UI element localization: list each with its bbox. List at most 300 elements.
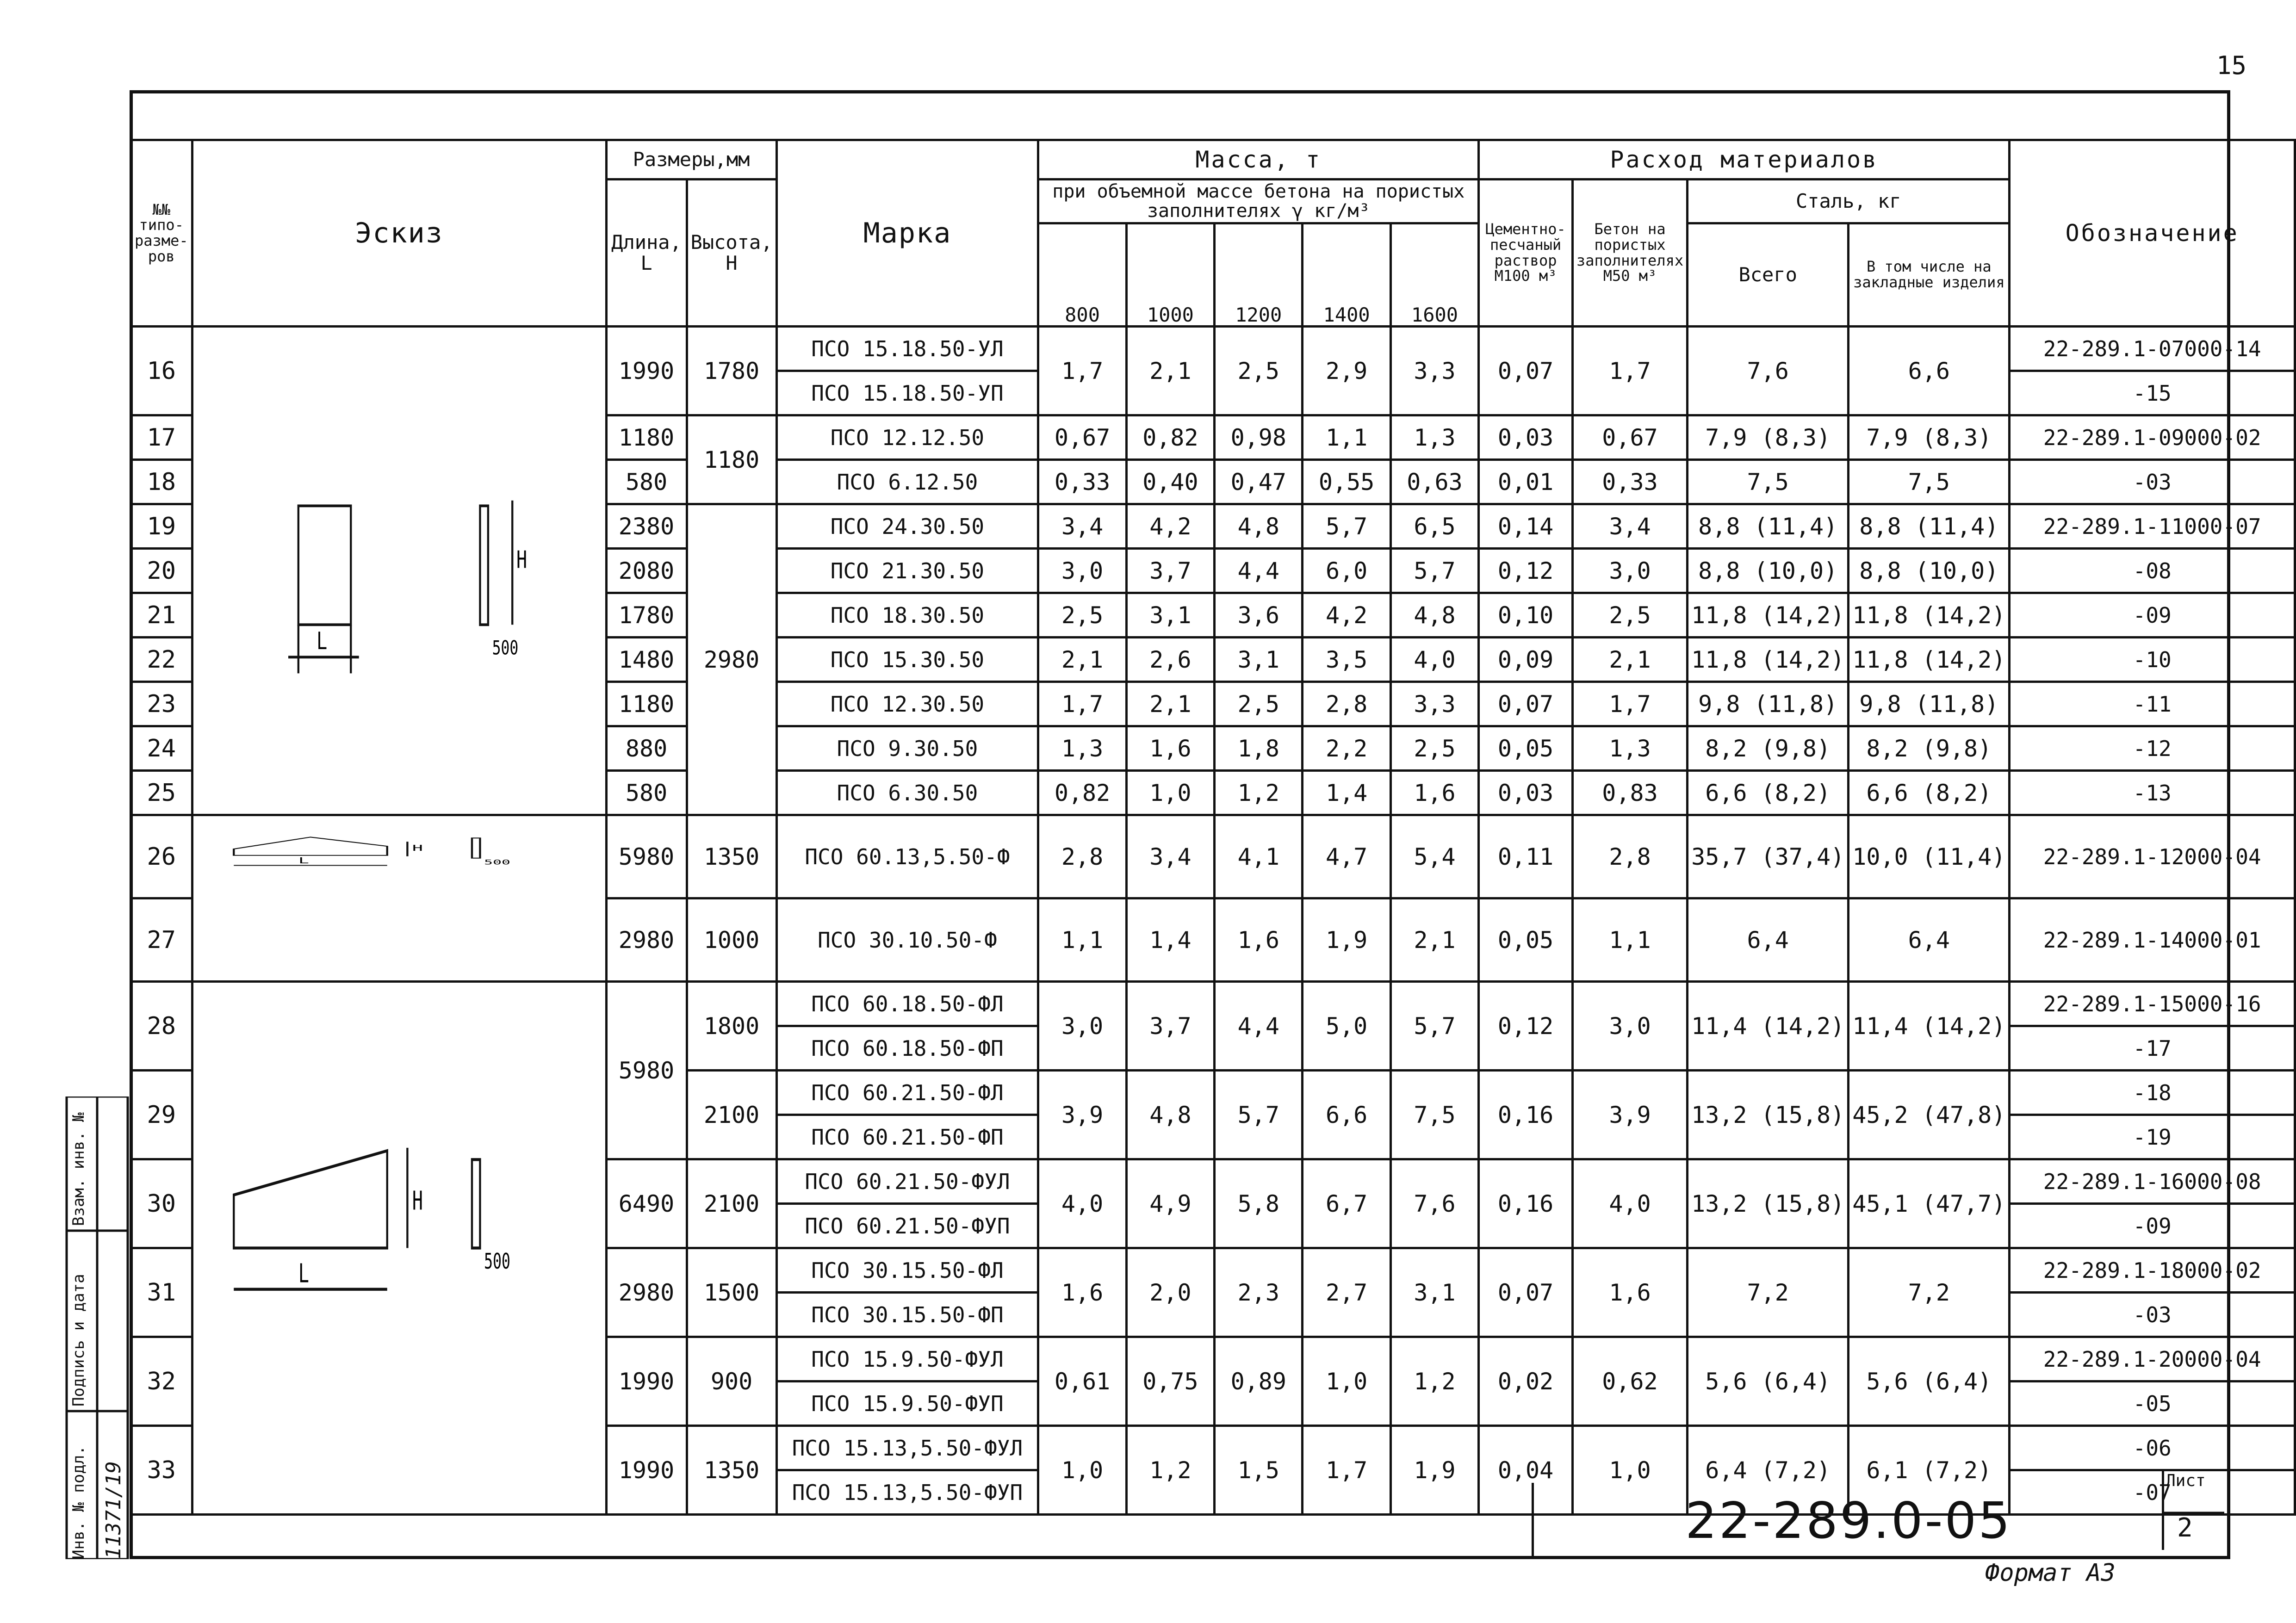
- header-density-1400: 1400: [1303, 223, 1390, 327]
- mass-cell: 2,5: [1215, 327, 1303, 415]
- row-number: 27: [131, 898, 192, 982]
- steel-total-cell: 8,2 (9,8): [1688, 726, 1849, 771]
- table-row: [131, 327, 2295, 371]
- mass-cell: 4,8: [1390, 593, 1478, 638]
- mass-cell: 3,1: [1126, 593, 1214, 638]
- mass-cell: 1,9: [1303, 898, 1390, 982]
- mark-cell: ПСО 21.30.50: [776, 549, 1038, 593]
- mass-cell: 2,5: [1215, 682, 1303, 726]
- designation-cell: -11: [2010, 682, 2295, 726]
- mark-cell: ПСО 60.18.50-ФП: [776, 1026, 1038, 1071]
- mark-cell: ПСО 60.21.50-ФП: [776, 1115, 1038, 1159]
- mortar-cell: 0,07: [1479, 1248, 1573, 1337]
- mass-cell: 1,0: [1038, 1426, 1126, 1515]
- header-concrete: Бетон на пористых заполнителях М50 м³: [1572, 180, 1687, 327]
- steel-total-cell: 7,2: [1688, 1248, 1849, 1337]
- header-mark: Марка: [776, 140, 1038, 327]
- header-density-1600: 1600: [1390, 223, 1478, 327]
- row-number: 31: [131, 1248, 192, 1337]
- mass-cell: 1,5: [1215, 1426, 1303, 1515]
- header-steel-total: Всего: [1688, 223, 1849, 327]
- row-number: 30: [131, 1159, 192, 1248]
- mass-cell: 6,6: [1303, 1071, 1390, 1159]
- length-cell: 5980: [606, 815, 687, 898]
- row-number: 28: [131, 982, 192, 1071]
- mass-cell: 1,6: [1038, 1248, 1126, 1337]
- steel-total-cell: 11,8 (14,2): [1688, 638, 1849, 682]
- length-cell: 5980: [606, 982, 687, 1159]
- height-cell: 1500: [687, 1248, 776, 1337]
- mortar-cell: 0,09: [1479, 638, 1573, 682]
- height-cell: 1800: [687, 982, 776, 1071]
- mass-cell: 1,3: [1390, 415, 1478, 460]
- mark-cell: ПСО 12.30.50: [776, 682, 1038, 726]
- length-cell: 1480: [606, 638, 687, 682]
- mortar-cell: 0,16: [1479, 1071, 1573, 1159]
- mass-cell: 1,4: [1126, 898, 1214, 982]
- mass-cell: 1,3: [1038, 726, 1126, 771]
- steel-total-cell: 7,6: [1688, 327, 1849, 415]
- concrete-cell: 3,4: [1572, 504, 1687, 549]
- height-cell: 2100: [687, 1071, 776, 1159]
- mark-cell: ПСО 60.13,5.50-Ф: [776, 815, 1038, 898]
- mass-cell: 3,0: [1038, 982, 1126, 1071]
- steel-total-cell: 7,5: [1688, 460, 1849, 504]
- length-cell: 1180: [606, 682, 687, 726]
- mortar-cell: 0,05: [1479, 898, 1573, 982]
- steel-total-cell: 8,8 (10,0): [1688, 549, 1849, 593]
- mass-cell: 1,2: [1126, 1426, 1214, 1515]
- concrete-cell: 1,7: [1572, 682, 1687, 726]
- mass-cell: 3,4: [1126, 815, 1214, 898]
- specification-table: [130, 139, 2296, 1516]
- mark-cell: ПСО 60.21.50-ФУП: [776, 1204, 1038, 1248]
- length-cell: 1180: [606, 415, 687, 460]
- mass-cell: 3,5: [1303, 638, 1390, 682]
- row-number: 29: [131, 1071, 192, 1159]
- mass-cell: 4,8: [1126, 1071, 1214, 1159]
- label-L: L: [298, 856, 309, 866]
- steel-total-cell: 5,6 (6,4): [1688, 1337, 1849, 1426]
- steel-embedded-cell: 8,8 (11,4): [1849, 504, 2010, 549]
- mass-cell: 4,4: [1215, 549, 1303, 593]
- designation-cell: -18: [2010, 1071, 2295, 1115]
- mass-cell: 1,6: [1390, 771, 1478, 815]
- mass-cell: 2,1: [1390, 898, 1478, 982]
- mass-cell: 2,5: [1390, 726, 1478, 771]
- mass-cell: 1,1: [1038, 898, 1126, 982]
- steel-embedded-cell: 11,8 (14,2): [1849, 593, 2010, 638]
- designation-cell: 22-289.1-15000-16: [2010, 982, 2295, 1026]
- height-cell: 2980: [687, 504, 776, 815]
- mortar-cell: 0,04: [1479, 1426, 1573, 1515]
- steel-total-cell: 13,2 (15,8): [1688, 1071, 1849, 1159]
- header-steel-embedded: В том числе на закладные изделия: [1849, 223, 2010, 327]
- mass-cell: 1,9: [1390, 1426, 1478, 1515]
- designation-cell: -09: [2010, 1204, 2295, 1248]
- row-number: 16: [131, 327, 192, 415]
- mass-cell: 5,7: [1390, 982, 1478, 1071]
- concrete-cell: 1,7: [1572, 327, 1687, 415]
- mass-cell: 4,8: [1215, 504, 1303, 549]
- length-cell: 580: [606, 771, 687, 815]
- document-code: 22-289.0-05: [1685, 1492, 2012, 1550]
- steel-embedded-cell: 7,5: [1849, 460, 2010, 504]
- mass-cell: 3,0: [1038, 549, 1126, 593]
- mass-cell: 3,3: [1390, 327, 1478, 415]
- mark-cell: ПСО 60.21.50-ФЛ: [776, 1071, 1038, 1115]
- mass-cell: 1,1: [1303, 415, 1390, 460]
- mark-cell: ПСО 18.30.50: [776, 593, 1038, 638]
- panel-front: [298, 506, 350, 625]
- sketch-panel: [192, 327, 606, 815]
- length-cell: 2980: [606, 898, 687, 982]
- sheet-label: Лист: [2166, 1471, 2206, 1490]
- label-500: 500: [484, 858, 510, 867]
- length-cell: 1990: [606, 1426, 687, 1515]
- steel-embedded-cell: 11,4 (14,2): [1849, 982, 2010, 1071]
- header-dims: Размеры,мм: [606, 140, 776, 180]
- mark-cell: ПСО 24.30.50: [776, 504, 1038, 549]
- steel-embedded-cell: 6,1 (7,2): [1849, 1426, 2010, 1515]
- mass-cell: 1,2: [1390, 1337, 1478, 1426]
- mark-cell: ПСО 6.30.50: [776, 771, 1038, 815]
- row-number: 17: [131, 415, 192, 460]
- concrete-cell: 0,67: [1572, 415, 1687, 460]
- header-density-1000: 1000: [1126, 223, 1214, 327]
- mark-cell: ПСО 15.13,5.50-ФУП: [776, 1470, 1038, 1515]
- length-cell: 1780: [606, 593, 687, 638]
- mortar-cell: 0,14: [1479, 504, 1573, 549]
- row-number: 32: [131, 1337, 192, 1426]
- mass-cell: 1,7: [1038, 682, 1126, 726]
- row-number: 18: [131, 460, 192, 504]
- steel-embedded-cell: 45,1 (47,7): [1849, 1159, 2010, 1248]
- mark-cell: ПСО 6.12.50: [776, 460, 1038, 504]
- concrete-cell: 0,62: [1572, 1337, 1687, 1426]
- mass-cell: 3,3: [1390, 682, 1478, 726]
- mass-cell: 1,2: [1215, 771, 1303, 815]
- length-cell: 580: [606, 460, 687, 504]
- row-number: 25: [131, 771, 192, 815]
- mass-cell: 0,82: [1126, 415, 1214, 460]
- mass-cell: 2,1: [1038, 638, 1126, 682]
- steel-total-cell: 6,6 (8,2): [1688, 771, 1849, 815]
- row-number: 20: [131, 549, 192, 593]
- height-cell: 1000: [687, 898, 776, 982]
- designation-cell: 22-289.1-12000-04: [2010, 815, 2295, 898]
- designation-cell: -12: [2010, 726, 2295, 771]
- mass-cell: 0,47: [1215, 460, 1303, 504]
- mass-cell: 3,7: [1126, 549, 1214, 593]
- length-cell: 1990: [606, 1337, 687, 1426]
- mass-cell: 7,5: [1390, 1071, 1478, 1159]
- panel-front: [234, 837, 387, 855]
- mass-cell: 0,40: [1126, 460, 1214, 504]
- stamp-sign-label: Подпись и дата: [69, 1274, 88, 1406]
- steel-embedded-cell: 6,6: [1849, 327, 2010, 415]
- mark-cell: ПСО 30.15.50-ФЛ: [776, 1248, 1038, 1293]
- mass-cell: 5,4: [1390, 815, 1478, 898]
- mark-cell: ПСО 30.15.50-ФП: [776, 1293, 1038, 1337]
- mass-cell: 3,7: [1126, 982, 1214, 1071]
- mortar-cell: 0,05: [1479, 726, 1573, 771]
- label-L: L: [316, 627, 327, 655]
- mass-cell: 4,9: [1126, 1159, 1214, 1248]
- mass-cell: 3,4: [1038, 504, 1126, 549]
- row-number: 19: [131, 504, 192, 549]
- mark-cell: ПСО 15.30.50: [776, 638, 1038, 682]
- steel-embedded-cell: 5,6 (6,4): [1849, 1337, 2010, 1426]
- panel-side: [480, 506, 488, 625]
- designation-cell: 22-289.1-16000-08: [2010, 1159, 2295, 1204]
- label-500: 500: [484, 1250, 510, 1274]
- row-number: 26: [131, 815, 192, 898]
- mass-cell: 0,98: [1215, 415, 1303, 460]
- height-cell: 2100: [687, 1159, 776, 1248]
- mass-cell: 2,9: [1303, 327, 1390, 415]
- mass-cell: 2,5: [1038, 593, 1126, 638]
- steel-embedded-cell: 45,2 (47,8): [1849, 1071, 2010, 1159]
- table-row: [131, 982, 2295, 1026]
- panel-front: [234, 1151, 387, 1248]
- mass-cell: 2,8: [1038, 815, 1126, 898]
- concrete-cell: 1,0: [1572, 1426, 1687, 1515]
- mortar-cell: 0,01: [1479, 460, 1573, 504]
- mass-cell: 1,4: [1303, 771, 1390, 815]
- designation-cell: 22-289.1-11000-07: [2010, 504, 2295, 549]
- mass-cell: 1,0: [1126, 771, 1214, 815]
- mass-cell: 4,4: [1215, 982, 1303, 1071]
- mortar-cell: 0,11: [1479, 815, 1573, 898]
- mass-cell: 4,1: [1215, 815, 1303, 898]
- mark-cell: ПСО 9.30.50: [776, 726, 1038, 771]
- concrete-cell: 1,1: [1572, 898, 1687, 982]
- mass-cell: 6,5: [1390, 504, 1478, 549]
- steel-total-cell: 8,8 (11,4): [1688, 504, 1849, 549]
- mortar-cell: 0,07: [1479, 327, 1573, 415]
- header-density-800: 800: [1038, 223, 1126, 327]
- header-sketch: Эскиз: [192, 140, 606, 327]
- mass-cell: 3,9: [1038, 1071, 1126, 1159]
- designation-cell: -03: [2010, 460, 2295, 504]
- mass-cell: 0,63: [1390, 460, 1478, 504]
- designation-cell: 22-289.1-20000-04: [2010, 1337, 2295, 1381]
- mass-cell: 1,6: [1215, 898, 1303, 982]
- table-row: [131, 815, 2295, 898]
- mass-cell: 2,8: [1303, 682, 1390, 726]
- designation-cell: 22-289.1-09000-02: [2010, 415, 2295, 460]
- concrete-cell: 1,6: [1572, 1248, 1687, 1337]
- height-cell: 900: [687, 1337, 776, 1426]
- mass-cell: 0,89: [1215, 1337, 1303, 1426]
- steel-total-cell: 7,9 (8,3): [1688, 415, 1849, 460]
- sketch-slope: [192, 982, 606, 1515]
- mark-cell: ПСО 30.10.50-Ф: [776, 898, 1038, 982]
- length-cell: 880: [606, 726, 687, 771]
- mass-cell: 2,7: [1303, 1248, 1390, 1337]
- header-steel: Сталь, кг: [1688, 180, 2010, 223]
- mass-cell: 5,8: [1215, 1159, 1303, 1248]
- mass-cell: 4,0: [1038, 1159, 1126, 1248]
- mass-cell: 3,6: [1215, 593, 1303, 638]
- steel-total-cell: 11,4 (14,2): [1688, 982, 1849, 1071]
- header-length: Длина, L: [606, 180, 687, 327]
- steel-total-cell: 35,7 (37,4): [1688, 815, 1849, 898]
- mortar-cell: 0,10: [1479, 593, 1573, 638]
- page-number: 15: [2216, 51, 2247, 80]
- sketch-drawing: [193, 816, 605, 980]
- steel-total-cell: 13,2 (15,8): [1688, 1159, 1849, 1248]
- length-cell: 2080: [606, 549, 687, 593]
- designation-cell: -19: [2010, 1115, 2295, 1159]
- length-cell: 2380: [606, 504, 687, 549]
- length-cell: 6490: [606, 1159, 687, 1248]
- header-mass-sub: при объемной массе бетона на пористых заполнителях γ кг/м³: [1038, 180, 1479, 223]
- mass-cell: 0,82: [1038, 771, 1126, 815]
- designation-cell: 22-289.1-18000-02: [2010, 1248, 2295, 1293]
- steel-embedded-cell: 6,4: [1849, 898, 2010, 982]
- mass-cell: 0,33: [1038, 460, 1126, 504]
- height-cell: 1780: [687, 327, 776, 415]
- mass-cell: 2,1: [1126, 682, 1214, 726]
- mass-cell: 0,75: [1126, 1337, 1214, 1426]
- concrete-cell: 0,33: [1572, 460, 1687, 504]
- steel-total-cell: 6,4: [1688, 898, 1849, 982]
- mass-cell: 5,7: [1303, 504, 1390, 549]
- designation-cell: -03: [2010, 1293, 2295, 1337]
- designation-cell: 22-289.1-14000-01: [2010, 898, 2295, 982]
- sketch-drawing: [193, 328, 605, 814]
- mass-cell: 6,7: [1303, 1159, 1390, 1248]
- panel-side: [472, 838, 480, 858]
- sketch-drawing: [193, 983, 605, 1513]
- header-mass: Масса, т: [1038, 140, 1479, 180]
- concrete-cell: 2,1: [1572, 638, 1687, 682]
- mark-cell: ПСО 15.18.50-УП: [776, 371, 1038, 415]
- label-H: H: [412, 1186, 423, 1216]
- mark-cell: ПСО 12.12.50: [776, 415, 1038, 460]
- mark-cell: ПСО 60.18.50-ФЛ: [776, 982, 1038, 1026]
- steel-embedded-cell: 6,6 (8,2): [1849, 771, 2010, 815]
- steel-total-cell: 11,8 (14,2): [1688, 593, 1849, 638]
- mass-cell: 1,7: [1038, 327, 1126, 415]
- mass-cell: 1,7: [1303, 1426, 1390, 1515]
- mass-cell: 5,7: [1215, 1071, 1303, 1159]
- mark-cell: ПСО 15.13,5.50-ФУЛ: [776, 1426, 1038, 1470]
- header-num: №№ типо-разме-ров: [131, 140, 192, 327]
- designation-cell: -13: [2010, 771, 2295, 815]
- steel-embedded-cell: 10,0 (11,4): [1849, 815, 2010, 898]
- designation-cell: 22-289.1-07000-14: [2010, 327, 2295, 371]
- mass-cell: 0,55: [1303, 460, 1390, 504]
- height-cell: 1180: [687, 415, 776, 504]
- mass-cell: 4,2: [1303, 593, 1390, 638]
- designation-cell: -17: [2010, 1026, 2295, 1071]
- concrete-cell: 3,0: [1572, 549, 1687, 593]
- label-H: H: [516, 546, 527, 574]
- header-density-1200: 1200: [1215, 223, 1303, 327]
- label-L: L: [298, 1258, 309, 1289]
- mass-cell: 0,67: [1038, 415, 1126, 460]
- mass-cell: 1,8: [1215, 726, 1303, 771]
- mass-cell: 0,61: [1038, 1337, 1126, 1426]
- mortar-cell: 0,02: [1479, 1337, 1573, 1426]
- header-mortar: Цементно-песчаный раствор М100 м³: [1479, 180, 1573, 327]
- steel-embedded-cell: 8,2 (9,8): [1849, 726, 2010, 771]
- mortar-cell: 0,12: [1479, 982, 1573, 1071]
- concrete-cell: 4,0: [1572, 1159, 1687, 1248]
- mass-cell: 6,0: [1303, 549, 1390, 593]
- mass-cell: 1,0: [1303, 1337, 1390, 1426]
- mass-cell: 5,7: [1390, 549, 1478, 593]
- length-cell: 2980: [606, 1248, 687, 1337]
- designation-cell: -09: [2010, 593, 2295, 638]
- concrete-cell: 3,0: [1572, 982, 1687, 1071]
- designation-cell: -06: [2010, 1426, 2295, 1470]
- mortar-cell: 0,03: [1479, 415, 1573, 460]
- mass-cell: 3,1: [1215, 638, 1303, 682]
- header-designation: Обозначение: [2010, 140, 2295, 327]
- designation-cell: -15: [2010, 371, 2295, 415]
- steel-total-cell: 9,8 (11,8): [1688, 682, 1849, 726]
- row-number: 21: [131, 593, 192, 638]
- mass-cell: 4,2: [1126, 504, 1214, 549]
- designation-cell: -07: [2010, 1470, 2295, 1515]
- row-number: 23: [131, 682, 192, 726]
- stamp-replace-label: Взам. инв. №: [69, 1112, 88, 1226]
- mass-cell: 2,3: [1215, 1248, 1303, 1337]
- sketch-gable: [192, 815, 606, 982]
- concrete-cell: 1,3: [1572, 726, 1687, 771]
- steel-embedded-cell: 9,8 (11,8): [1849, 682, 2010, 726]
- length-cell: 1990: [606, 327, 687, 415]
- designation-cell: -05: [2010, 1381, 2295, 1426]
- stamp-inv-value: 11371/19: [102, 1461, 125, 1559]
- panel-side: [472, 1159, 480, 1248]
- sheet-number: 2: [2177, 1513, 2193, 1543]
- mass-cell: 2,1: [1126, 327, 1214, 415]
- mass-cell: 7,6: [1390, 1159, 1478, 1248]
- mass-cell: 4,0: [1390, 638, 1478, 682]
- label-H: H: [412, 843, 423, 853]
- mortar-cell: 0,03: [1479, 771, 1573, 815]
- concrete-cell: 2,5: [1572, 593, 1687, 638]
- row-number: 24: [131, 726, 192, 771]
- mass-cell: 3,1: [1390, 1248, 1478, 1337]
- mortar-cell: 0,16: [1479, 1159, 1573, 1248]
- header-materials: Расход материалов: [1479, 140, 2010, 180]
- mass-cell: 2,0: [1126, 1248, 1214, 1337]
- concrete-cell: 3,9: [1572, 1071, 1687, 1159]
- concrete-cell: 0,83: [1572, 771, 1687, 815]
- designation-cell: -08: [2010, 549, 2295, 593]
- mass-cell: 2,6: [1126, 638, 1214, 682]
- label-500: 500: [492, 636, 518, 659]
- height-cell: 1350: [687, 1426, 776, 1515]
- row-number: 33: [131, 1426, 192, 1515]
- steel-embedded-cell: 7,2: [1849, 1248, 2010, 1337]
- mortar-cell: 0,07: [1479, 682, 1573, 726]
- height-cell: 1350: [687, 815, 776, 898]
- mark-cell: ПСО 15.9.50-ФУЛ: [776, 1337, 1038, 1381]
- steel-embedded-cell: 7,9 (8,3): [1849, 415, 2010, 460]
- mass-cell: 2,2: [1303, 726, 1390, 771]
- mark-cell: ПСО 60.21.50-ФУЛ: [776, 1159, 1038, 1204]
- mass-cell: 4,7: [1303, 815, 1390, 898]
- mark-cell: ПСО 15.9.50-ФУП: [776, 1381, 1038, 1426]
- steel-embedded-cell: 8,8 (10,0): [1849, 549, 2010, 593]
